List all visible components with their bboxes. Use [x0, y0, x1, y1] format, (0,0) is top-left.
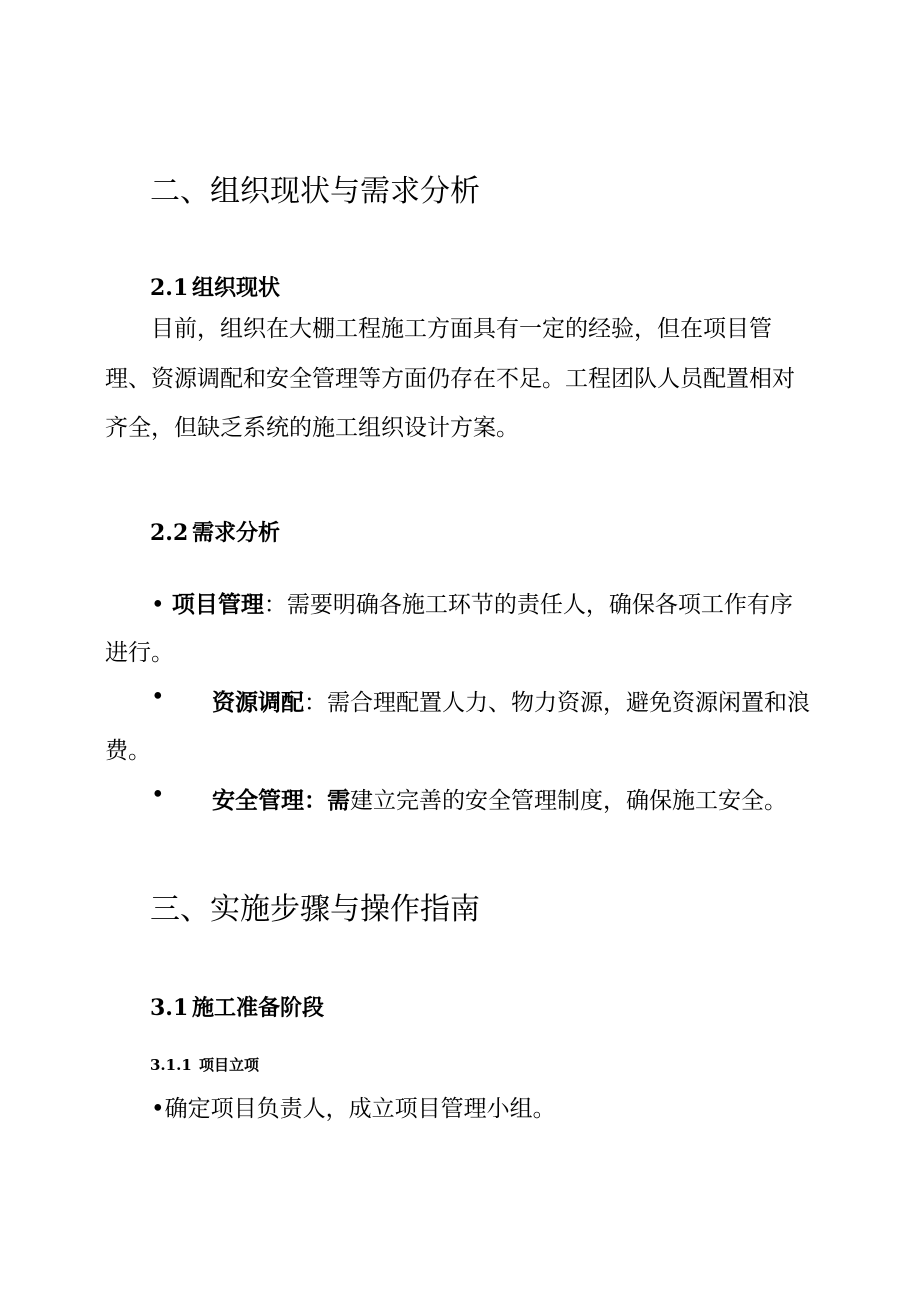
subsection-3-1-title: 施工准备阶段 — [192, 995, 325, 1021]
subsection-2-1-number: 2.1 — [150, 275, 189, 301]
bullet-text: 建立完善的安全管理制度，确保施工安全。 — [350, 788, 787, 814]
paragraph-line-3: 齐全，但缺乏系统的施工组织设计方案。 — [105, 415, 519, 441]
bullet-colon: ： — [304, 690, 327, 716]
subsection-2-2-title: 需求分析 — [192, 520, 281, 546]
bullet-item-safety-management — [212, 782, 787, 815]
bullet-item-project-setup: •确定项目负责人，成立项目管理小组。 — [151, 1096, 556, 1122]
bullet-continuation: 进行。 — [105, 640, 174, 666]
subsection-3-1-number: 3.1 — [150, 995, 189, 1021]
subsection-2-2-number: 2.2 — [150, 520, 189, 546]
bullet-label: 安全管理：需 — [212, 787, 350, 814]
section-3-title: 三、实施步骤与操作指南 — [150, 892, 480, 927]
bullet-marker-safety: • — [151, 782, 165, 808]
subsection-3-1-1-title: 项目立项 — [199, 1056, 260, 1074]
subsection-2-2-heading — [150, 516, 280, 547]
bullet-item-resource-allocation — [212, 684, 810, 717]
subsection-3-1-1-heading — [150, 1054, 259, 1075]
subsection-2-1-heading — [150, 271, 280, 302]
paragraph-line-2: 理、资源调配和安全管理等方面仍存在不足。工程团队人员配置相对 — [105, 366, 795, 392]
subsection-3-1-heading — [150, 991, 324, 1022]
bullet-label: 资源调配 — [212, 689, 304, 716]
bullet-marker-resource: • — [151, 684, 165, 710]
bullet-item-project-management — [151, 586, 793, 619]
subsection-2-1-title: 组织现状 — [192, 275, 281, 301]
bullet-continuation: 费。 — [105, 738, 151, 764]
subsection-3-1-1-number: 3.1.1 — [150, 1056, 192, 1074]
bullet-label: 项目管理 — [171, 591, 264, 618]
bullet-text: 需合理配置人力、物力资源，避免资源闲置和浪 — [327, 690, 810, 716]
bullet-text: 需要明确各施工环节的责任人，确保各项工作有序 — [286, 592, 793, 618]
bullet-colon: ： — [263, 592, 287, 618]
paragraph-line-1: 目前，组织在大棚工程施工方面具有一定的经验，但在项目管 — [151, 316, 772, 342]
bullet-marker: • — [151, 592, 165, 618]
section-2-title: 二、组织现状与需求分析 — [150, 174, 480, 209]
